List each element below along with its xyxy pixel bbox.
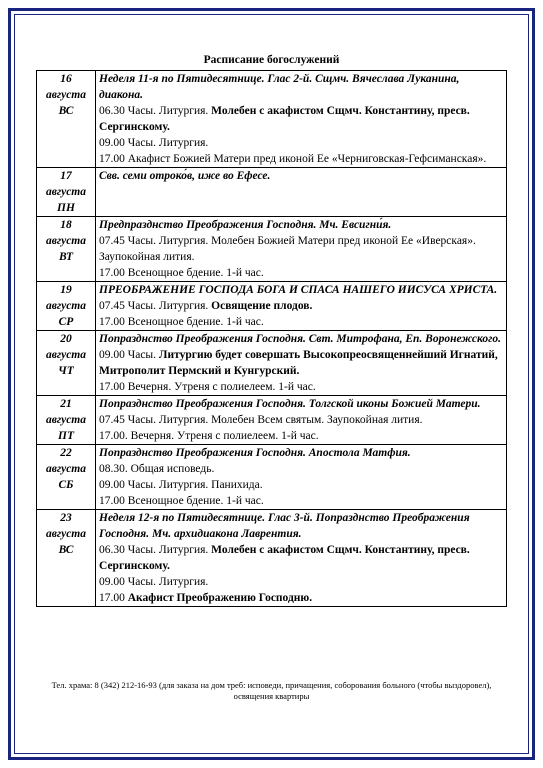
service-line — [99, 461, 503, 477]
service-cell — [96, 510, 507, 607]
service-text: 17.00 — [99, 592, 128, 604]
service-text: 17.00 Всенощное бдение. 1-й час. — [99, 316, 264, 328]
date-month: августа — [45, 528, 87, 540]
service-text: 09.00 Часы. Литургия. — [99, 576, 209, 588]
schedule-row — [37, 331, 507, 396]
schedule-row — [37, 396, 507, 445]
service-text-bold: Литургию будет совершать Высокопреосвященнейший Игнатий, Митрополит Пермский и Кунгурский. — [99, 349, 498, 377]
service-text-bold: Освящение плодов. — [211, 300, 313, 312]
service-line — [99, 590, 503, 606]
date-weekday: СР — [58, 316, 74, 328]
service-line — [99, 265, 503, 281]
feast-heading: Неделя 11-я по Пятидесятнице. Глас 2-й. Сщмч. Вячеслава Луканина, диакона. — [99, 73, 460, 101]
date-month: августа — [45, 463, 87, 475]
feast-heading: Свв. семи отроко́в, иже во Ефесе. — [99, 170, 271, 182]
service-line — [99, 347, 503, 379]
feast-heading: ПРЕОБРАЖЕНИЕ ГОСПОДА БОГА И СПАСА НАШЕГО ИИСУСА ХРИСТА. — [99, 284, 498, 296]
date-weekday: ВС — [58, 105, 74, 117]
service-line — [99, 103, 503, 135]
service-text: 17.00. Вечерня. Утреня с полиелеем. 1-й час. — [99, 430, 319, 442]
service-cell — [96, 445, 507, 510]
service-line — [99, 542, 503, 574]
service-text-bold: Акафист Преображению Господню. — [127, 592, 313, 604]
service-text: 09.00 Часы. Литургия. — [99, 137, 209, 149]
service-cell — [96, 217, 507, 282]
service-text: 09.00 Часы. — [99, 349, 159, 361]
service-text: 06.30 Часы. Литургия. — [99, 544, 212, 556]
schedule-row — [37, 217, 507, 282]
date-cell — [37, 331, 96, 396]
service-text: 07.45 Часы. Литургия. Молебен Всем святым. Заупокойная лития. — [99, 414, 423, 426]
service-line — [99, 412, 503, 428]
page-title: Расписание богослужений — [203, 54, 340, 66]
date-cell — [37, 168, 96, 217]
date-day: 18 — [60, 219, 72, 231]
date-day: 22 — [60, 447, 72, 459]
service-line — [99, 493, 503, 509]
date-month: августа — [45, 235, 87, 247]
date-weekday: ВС — [58, 544, 74, 556]
service-cell — [96, 71, 507, 168]
service-text: 17.00 Всенощное бдение. 1-й час. — [99, 495, 264, 507]
feast-heading: Попразднство Преображения Господня. Толгской иконы Божией Матери. — [99, 398, 481, 410]
service-line — [99, 379, 503, 395]
schedule-table — [36, 70, 507, 607]
service-text: 06.30 Часы. Литургия. — [99, 105, 212, 117]
service-text-bold: Молебен с акафистом Сщмч. Константину, пресв. Сергинскому. — [99, 544, 470, 572]
service-line — [99, 428, 503, 444]
feast-heading: Попразднство Преображения Господня. Апостола Матфия. — [99, 447, 411, 459]
service-line — [99, 233, 503, 265]
schedule-row — [37, 510, 507, 607]
date-day: 23 — [60, 512, 72, 524]
feast-heading: Попразднство Преображения Господня. Свт. Митрофана, Еп. Воронежского. — [99, 333, 502, 345]
service-text: 17.00 Вечерня. Утреня с полиелеем. 1-й час. — [99, 381, 316, 393]
date-day: 21 — [60, 398, 72, 410]
service-line — [99, 574, 503, 590]
feast-heading: Предпразднство Преображения Господня. Мч. Евсигни́я. — [99, 219, 392, 231]
date-weekday: ЧТ — [58, 365, 74, 377]
date-weekday: СБ — [58, 479, 74, 491]
service-text: 07.45 Часы. Литургия. Молебен Божией Матери пред иконой Ее «Иверская». Заупокойная лития. — [99, 235, 476, 263]
schedule-row — [37, 71, 507, 168]
service-text: 08.30. Общая исповедь. — [99, 463, 215, 475]
service-text: 17.00 Всенощное бдение. 1-й час. — [99, 267, 264, 279]
schedule-row — [37, 445, 507, 510]
service-line — [99, 135, 503, 151]
service-line — [99, 477, 503, 493]
service-text: 17.00 Акафист Божией Матери пред иконой Ее «Черниговская-Гефсиманская». — [99, 153, 487, 165]
schedule-row — [37, 168, 507, 217]
service-cell — [96, 396, 507, 445]
service-line — [99, 314, 503, 330]
date-month: августа — [45, 89, 87, 101]
service-line — [99, 151, 503, 167]
date-weekday: ВТ — [58, 251, 74, 263]
date-month: августа — [45, 186, 87, 198]
date-weekday: ПТ — [58, 430, 74, 442]
date-weekday: ПН — [57, 202, 75, 214]
date-cell — [37, 71, 96, 168]
service-cell — [96, 331, 507, 396]
service-text: 09.00 Часы. Литургия. Панихида. — [99, 479, 263, 491]
schedule-row — [37, 282, 507, 331]
service-line — [99, 298, 503, 314]
date-day: 19 — [60, 284, 72, 296]
service-cell — [96, 282, 507, 331]
date-day: 16 — [60, 73, 72, 85]
feast-heading: Неделя 12-я по Пятидесятнице. Глас 3-й. Попразднство Преображения Господня. Мч. архидиакона Лаврентия. — [99, 512, 470, 540]
footer-contact: Тел. храма: 8 (342) 212-16-93 (для заказа на дом треб: исповеди, причащения, соборования больного (чтобы выздоровел), освящения квартиры — [51, 680, 492, 701]
date-month: августа — [45, 300, 87, 312]
service-text-bold: Молебен с акафистом Сщмч. Константину, пресв. Сергинскому. — [99, 105, 470, 133]
date-month: августа — [45, 349, 87, 361]
date-day: 17 — [60, 170, 72, 182]
date-day: 20 — [60, 333, 72, 345]
date-cell — [37, 282, 96, 331]
service-text: 07.45 Часы. Литургия. — [99, 300, 212, 312]
date-cell — [37, 217, 96, 282]
date-cell — [37, 396, 96, 445]
date-cell — [37, 510, 96, 607]
date-cell — [37, 445, 96, 510]
date-month: августа — [45, 414, 87, 426]
service-cell — [96, 168, 507, 217]
